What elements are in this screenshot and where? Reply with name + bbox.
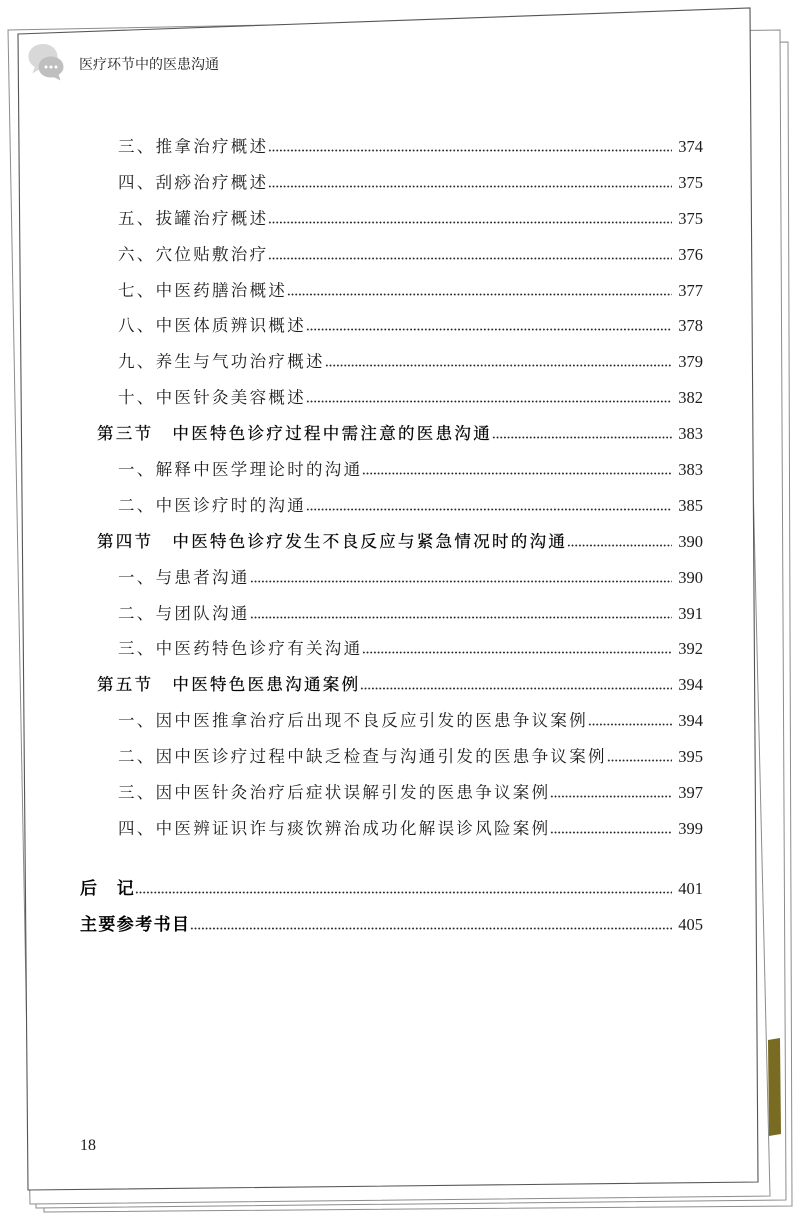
toc-leader-dots [135, 888, 672, 894]
toc-entry-title: 十、中医针灸美容概述 [118, 388, 306, 408]
toc-entry-title: 三、推拿治疗概述 [118, 137, 269, 156]
toc-entry-page: 383 [678, 460, 703, 480]
toc-entry [0, 201, 703, 237]
toc-entry [0, 165, 703, 201]
toc-entry [0, 129, 703, 165]
toc-entry-page: 397 [678, 783, 703, 803]
toc-backmatter-entry [0, 907, 703, 943]
toc-entry-page: 379 [678, 352, 703, 372]
toc-entry-page: 405 [678, 914, 703, 934]
toc-leader-dots [268, 182, 672, 188]
toc-leader-dots [287, 290, 672, 296]
toc-entry-title: 四、刮痧治疗概述 [118, 172, 269, 192]
toc-entry [0, 488, 703, 524]
toc-entry [0, 560, 703, 596]
toc-entry [0, 631, 703, 667]
toc-leader-dots [268, 218, 672, 224]
toc-section-number: 第三节 [97, 424, 154, 444]
toc-entry-page: 374 [678, 137, 703, 156]
toc-leader-dots [268, 254, 672, 260]
toc-entry-page: 392 [678, 639, 703, 659]
toc-leader-dots [550, 792, 672, 798]
toc-entry-title: 六、穴位贴敷治疗 [118, 244, 269, 264]
toc-backmatter-title: 后 记 [80, 878, 136, 899]
toc-entry [0, 344, 703, 380]
bubble-dot [45, 66, 48, 69]
toc-section-number: 第四节 [97, 531, 154, 551]
toc-entry-title: 一、解释中医学理论时的沟通 [118, 460, 363, 480]
toc-leader-dots [190, 924, 672, 930]
toc-leader-dots [250, 613, 673, 619]
bubble-dot [50, 66, 53, 69]
toc-entry-title: 二、因中医诊疗过程中缺乏检查与沟通引发的医患争议案例 [118, 747, 607, 767]
toc-leader-dots [492, 433, 672, 439]
toc-entry [0, 308, 703, 344]
toc-section-entry [0, 667, 703, 703]
toc-entry [0, 775, 703, 811]
table-of-contents [0, 129, 703, 943]
toc-entry-page: 399 [678, 818, 703, 838]
toc-entry [0, 739, 703, 775]
toc-leader-dots [567, 541, 672, 547]
running-header-title: 医疗环节中的医患沟通 [79, 57, 219, 73]
toc-entry [0, 237, 703, 273]
page-number: 18 [80, 1137, 96, 1154]
toc-entry-title: 九、养生与气功治疗概述 [118, 352, 325, 372]
toc-leader-dots [362, 469, 672, 475]
toc-entry-page: 383 [678, 424, 703, 444]
toc-leader-dots [550, 828, 672, 834]
toc-entry-page: 382 [678, 388, 703, 408]
toc-entry-title: 八、中医体质辨识概述 [118, 316, 306, 336]
toc-entry-title: 一、与患者沟通 [118, 567, 250, 587]
toc-leader-dots [306, 325, 672, 331]
toc-entry-page: 391 [678, 603, 703, 623]
toc-leader-dots [362, 648, 672, 654]
toc-section-title: 中医特色诊疗发生不良反应与紧急情况时的沟通 [172, 531, 568, 551]
toc-section-number: 第五节 [97, 675, 154, 695]
toc-entry-page: 375 [678, 172, 703, 192]
toc-entry-title: 三、因中医针灸治疗后症状误解引发的医患争议案例 [118, 783, 551, 803]
toc-entry-page: 394 [678, 711, 703, 731]
toc-entry-title: 一、因中医推拿治疗后出现不良反应引发的医患争议案例 [118, 711, 588, 731]
toc-spacer [0, 847, 703, 871]
toc-entry [0, 380, 703, 416]
toc-leader-dots [588, 720, 672, 726]
toc-entry-title: 二、与团队沟通 [118, 603, 250, 623]
toc-leader-dots [250, 577, 673, 583]
toc-leader-dots [325, 361, 672, 367]
toc-backmatter-entry [0, 871, 703, 907]
bubble-dot [55, 66, 58, 69]
toc-entry-title: 七、中医药膳治概述 [118, 280, 288, 300]
toc-entry-page: 394 [678, 675, 703, 695]
toc-entry-page: 378 [678, 316, 703, 336]
toc-backmatter-title: 主要参考书目 [80, 914, 191, 935]
toc-leader-dots [360, 684, 672, 690]
toc-entry-title: 四、中医辨证识诈与痰饮辨治成功化解误诊风险案例 [118, 818, 551, 838]
toc-section-entry [0, 524, 703, 560]
toc-entry [0, 703, 703, 739]
toc-entry [0, 452, 703, 488]
toc-section-entry [0, 416, 703, 452]
toc-leader-dots [306, 505, 672, 511]
toc-entry-page: 390 [678, 531, 703, 551]
toc-entry-page: 376 [678, 244, 703, 264]
toc-leader-dots [306, 397, 672, 403]
toc-entry-page: 390 [678, 567, 703, 587]
toc-entry-page: 385 [678, 495, 703, 515]
toc-entry-page: 375 [678, 208, 703, 228]
toc-entry-title: 五、拔罐治疗概述 [118, 208, 269, 228]
toc-entry-title: 三、中医药特色诊疗有关沟通 [118, 639, 363, 659]
cover-edge-strip [768, 1038, 781, 1136]
toc-section-title: 中医特色诊疗过程中需注意的医患沟通 [172, 424, 493, 444]
toc-entry-title: 二、中医诊疗时的沟通 [118, 495, 306, 515]
toc-section-title: 中医特色医患沟通案例 [172, 675, 361, 695]
toc-entry [0, 273, 703, 309]
toc-leader-dots [268, 146, 672, 152]
speech-bubbles-icon [27, 42, 65, 82]
toc-leader-dots [607, 756, 672, 762]
toc-entry [0, 811, 703, 847]
toc-entry-page: 395 [678, 747, 703, 767]
toc-entry-page: 401 [678, 878, 703, 898]
toc-entry-page: 377 [678, 280, 703, 300]
toc-entry [0, 596, 703, 632]
